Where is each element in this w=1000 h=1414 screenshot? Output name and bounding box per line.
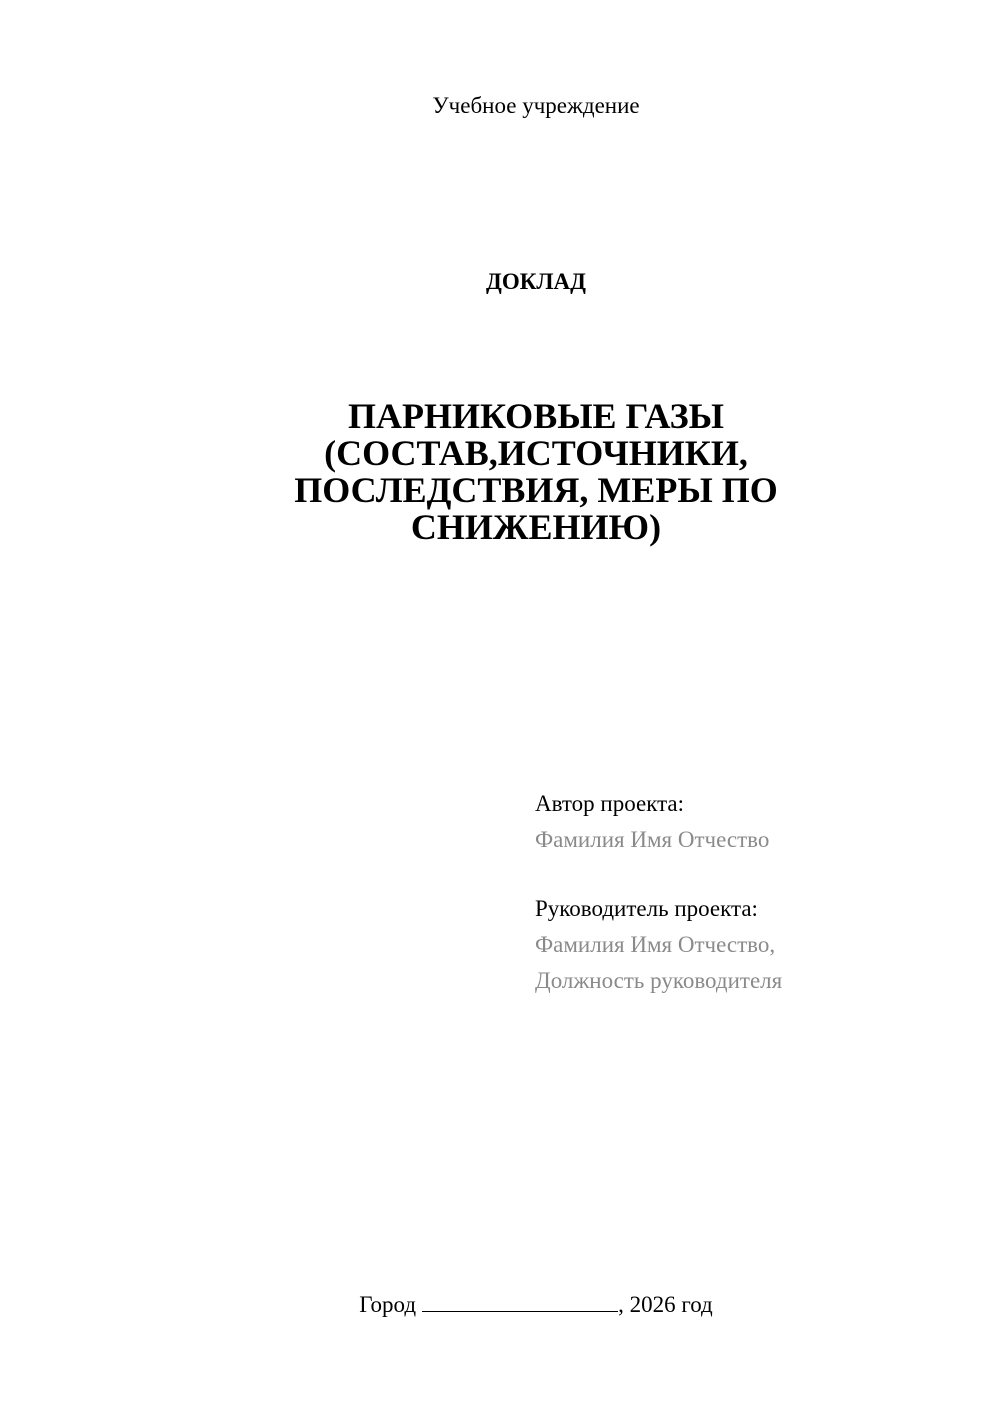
year-text: , 2026 год	[618, 1292, 713, 1317]
author-block	[535, 786, 975, 858]
document-type: ДОКЛАД	[486, 269, 586, 294]
document-title	[200, 398, 872, 546]
city-blank-line[interactable]	[422, 1291, 618, 1312]
title-line: ПОСЛЕДСТВИЯ, МЕРЫ ПО	[294, 470, 778, 510]
supervisor-block	[535, 891, 975, 999]
supervisor-position-placeholder[interactable]: Должность руководителя	[535, 968, 783, 993]
institution-name: Учебное учреждение	[432, 93, 640, 118]
footer-city-year	[0, 1291, 1000, 1319]
credits-block	[535, 786, 975, 1032]
supervisor-label: Руководитель проекта:	[535, 896, 758, 921]
author-name-placeholder[interactable]: Фамилия Имя Отчество	[535, 827, 770, 852]
author-label: Автор проекта:	[535, 791, 684, 816]
city-label: Город	[359, 1292, 417, 1317]
title-line: СНИЖЕНИЮ)	[410, 507, 662, 547]
title-line: (СОСТАВ,ИСТОЧНИКИ,	[324, 433, 748, 473]
title-line: ПАРНИКОВЫЕ ГАЗЫ	[347, 396, 724, 436]
supervisor-name-placeholder[interactable]: Фамилия Имя Отчество,	[535, 932, 776, 957]
